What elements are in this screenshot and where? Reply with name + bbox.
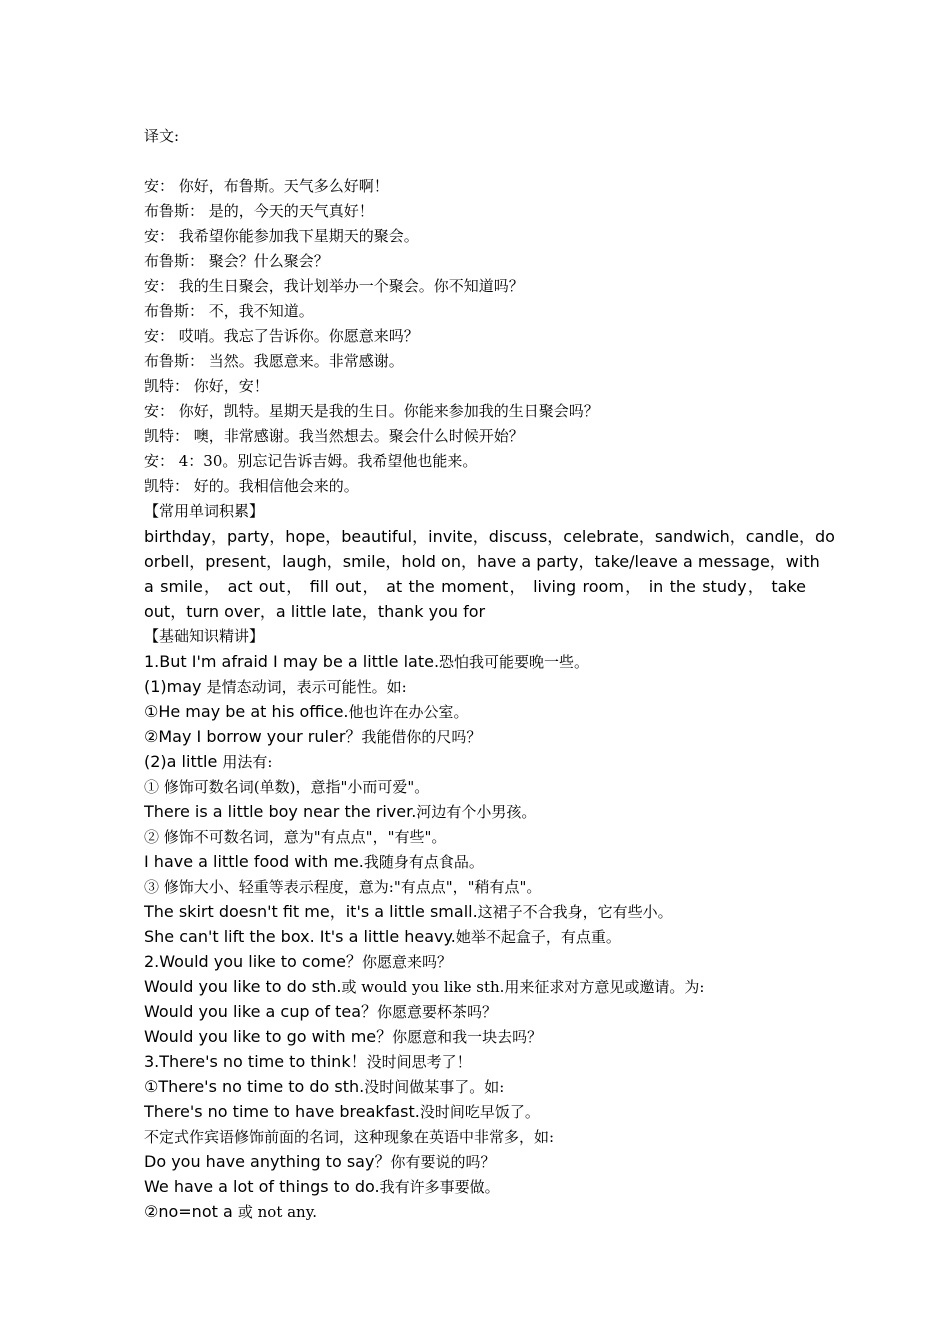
note-line <box>144 749 806 774</box>
note-en: 3.There's no time to think！ <box>144 1052 367 1071</box>
note-en: Would you like to go with me？ <box>144 1027 393 1046</box>
translation-heading: 译文: <box>144 127 180 145</box>
note-cn: 这裙子不合我身，它有些小。 <box>477 903 673 921</box>
note-line <box>144 1199 806 1224</box>
dialogue-line: 布鲁斯： 聚会？什么聚会？ <box>144 252 329 270</box>
note-line <box>144 1149 806 1174</box>
note-line <box>144 849 806 874</box>
note-cn: ③ 修饰大小、轻重等表示程度，意为:"有点点"，"稍有点"。 <box>144 878 542 896</box>
note-cn: 或 not any. <box>237 1203 317 1221</box>
note-en: ②May I borrow your ruler？ <box>144 727 362 746</box>
note-cn: 他也许在办公室。 <box>348 703 469 721</box>
vocab-section-title: 【常用单词积累】 <box>144 502 265 520</box>
note-cn: 你愿意来吗？ <box>361 953 452 971</box>
note-en: 2.Would you like to come？ <box>144 952 362 971</box>
dialogue-line: 布鲁斯： 是的，今天的天气真好！ <box>144 202 374 220</box>
note-line <box>144 724 806 749</box>
dialogue-line: 布鲁斯： 当然。我愿意来。非常感谢。 <box>144 352 404 370</box>
vocab-list <box>144 524 835 624</box>
note-cn: 我随身有点食品。 <box>363 853 484 871</box>
note-line <box>144 674 806 699</box>
note-en: There is a little boy near the river. <box>144 802 417 821</box>
note-line <box>144 1049 806 1074</box>
note-en: ②no=not a <box>144 1202 238 1221</box>
note-en: ①He may be at his office. <box>144 702 349 721</box>
note-en: I have a little food with me. <box>144 852 364 871</box>
dialogue-line: 安： 你好，布鲁斯。天气多么好啊！ <box>144 177 389 195</box>
note-cn: 我能借你的尺吗？ <box>361 728 482 746</box>
note-line <box>144 824 806 849</box>
note-en: Would you like to do sth. <box>144 977 342 996</box>
knowledge-notes <box>144 649 806 1224</box>
dialogue-line: 安： 我希望你能参加我下星期天的聚会。 <box>144 227 419 245</box>
note-en: Do you have anything to say？ <box>144 1152 391 1171</box>
note-line <box>144 974 806 999</box>
note-cn: 或 would you like sth.用来征求对方意见或邀请。为: <box>341 978 705 996</box>
document-body <box>144 124 835 1224</box>
note-en: There's no time to have breakfast. <box>144 1102 420 1121</box>
dialogue-line: 凯特： 你好，安！ <box>144 377 269 395</box>
note-line <box>144 1099 806 1124</box>
note-cn: 没时间吃早饭了。 <box>419 1103 540 1121</box>
dialogue-line: 凯特： 好的。我相信他会来的。 <box>144 477 359 495</box>
note-en: 1.But I'm afraid I may be a little late. <box>144 652 440 671</box>
note-line <box>144 999 806 1024</box>
note-cn: 用法有: <box>222 753 273 771</box>
note-en: ①There's no time to do sth. <box>144 1077 365 1096</box>
vocab-line: birthday，party，hope，beautiful，invite，discuss，celebrate，sandwich，candle，do <box>144 527 835 546</box>
note-line <box>144 1124 806 1149</box>
note-line <box>144 774 806 799</box>
note-en: (2)a little <box>144 752 223 771</box>
dialogue-line: 安： 4：30。别忘记告诉吉姆。我希望他也能来。 <box>144 452 478 470</box>
note-cn: ② 修饰不可数名词，意为"有点点"，"有些"。 <box>144 828 447 846</box>
note-cn: 不定式作宾语修饰前面的名词，这种现象在英语中非常多，如: <box>144 1128 555 1146</box>
note-line <box>144 899 806 924</box>
note-line <box>144 1024 806 1049</box>
note-line <box>144 949 806 974</box>
dialogue-line: 安： 你好，凯特。星期天是我的生日。你能来参加我的生日聚会吗？ <box>144 402 599 420</box>
note-line <box>144 874 806 899</box>
dialogue-line: 凯特： 噢，非常感谢。我当然想去。聚会什么时候开始？ <box>144 427 524 445</box>
note-en: We have a lot of things to do. <box>144 1177 380 1196</box>
note-line <box>144 699 806 724</box>
note-en: She can't lift the box. It's a little heavy. <box>144 927 456 946</box>
vocab-line: orbell，present，laugh，smile，hold on，have a party，take/leave a message，with <box>144 552 820 571</box>
note-cn: 你有要说的吗？ <box>390 1153 496 1171</box>
note-cn: 没时间思考了！ <box>366 1053 472 1071</box>
vocab-line: a smile， act out， fill out， at the moment， living room， in the study， take <box>144 577 807 596</box>
knowledge-section-title: 【基础知识精讲】 <box>144 627 265 645</box>
note-cn: 她举不起盒子，有点重。 <box>455 928 621 946</box>
dialogue-line: 安： 我的生日聚会，我计划举办一个聚会。你不知道吗？ <box>144 277 524 295</box>
note-cn: 是情态动词，表示可能性。如: <box>206 678 407 696</box>
note-cn: 河边有个小男孩。 <box>416 803 537 821</box>
note-cn: 你愿意和我一块去吗？ <box>392 1028 543 1046</box>
note-en: (1)may <box>144 677 207 696</box>
note-cn: 我有许多事要做。 <box>379 1178 500 1196</box>
note-en: The skirt doesn't fit me，it's a little small. <box>144 902 478 921</box>
note-line <box>144 649 806 674</box>
note-cn: ① 修饰可数名词(单数)，意指"小而可爱"。 <box>144 778 430 796</box>
note-line <box>144 924 806 949</box>
note-cn: 恐怕我可能要晚一些。 <box>439 653 590 671</box>
dialogue-line: 布鲁斯： 不，我不知道。 <box>144 302 314 320</box>
vocab-line: out，turn over，a little late，thank you for <box>144 602 486 621</box>
note-cn: 没时间做某事了。如: <box>364 1078 505 1096</box>
note-cn: 你愿意要杯茶吗？ <box>377 1003 498 1021</box>
note-en: Would you like a cup of tea？ <box>144 1002 378 1021</box>
note-line <box>144 1074 806 1099</box>
dialogue-translation <box>144 174 806 499</box>
dialogue-line: 安： 哎哨。我忘了告诉你。你愿意来吗？ <box>144 327 419 345</box>
note-line <box>144 1174 806 1199</box>
note-line <box>144 799 806 824</box>
